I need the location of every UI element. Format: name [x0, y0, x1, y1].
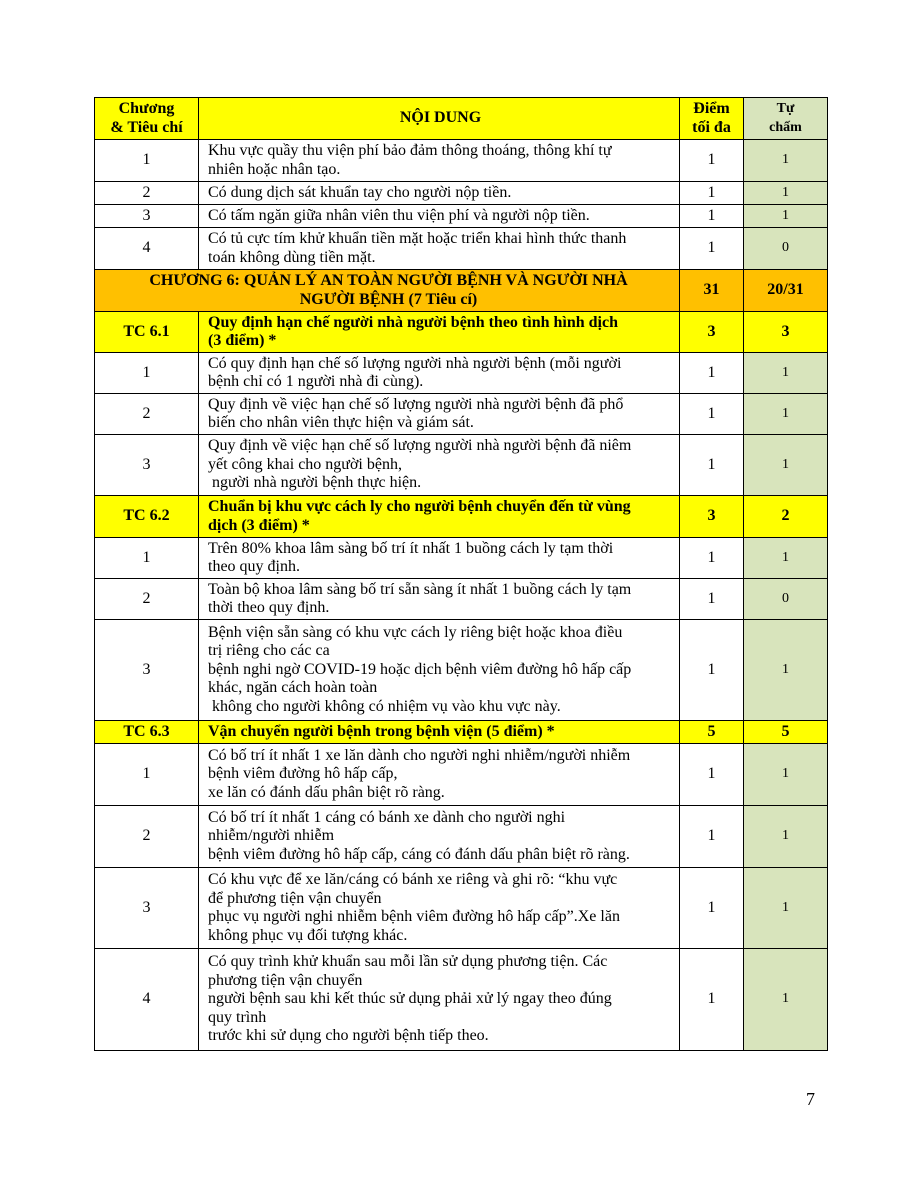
- criterion-code: TC 6.3: [95, 721, 199, 744]
- item-content: Có tấm ngăn giữa nhân viên thu viện phí và người nộp tiền.: [199, 205, 680, 228]
- item-number: 2: [95, 182, 199, 205]
- item-number: 2: [95, 806, 199, 868]
- self-score: 0: [744, 228, 828, 270]
- item-content: Có bố trí ít nhất 1 cáng có bánh xe dành cho người nghi nhiễm/người nhiễm bệnh viêm đường hô hấp cấp, cáng có đánh dấu phân biệt rõ ràng.: [199, 806, 680, 868]
- item-content: Khu vực quầy thu viện phí bảo đảm thông thoáng, thông khí tự nhiên hoặc nhân tạo.: [199, 140, 680, 182]
- self-score: 1: [744, 538, 828, 579]
- header-max-score: Điểm tối đa: [680, 98, 744, 140]
- item-number: 1: [95, 353, 199, 394]
- max-score: 31: [680, 270, 744, 312]
- max-score: 1: [680, 353, 744, 394]
- page-number: 7: [806, 1089, 815, 1109]
- table-header-row: [95, 98, 828, 140]
- self-score: 1: [744, 182, 828, 205]
- self-score: 1: [744, 620, 828, 721]
- self-score: 3: [744, 312, 828, 353]
- criterion-row: [95, 496, 828, 538]
- item-content: Trên 80% khoa lâm sàng bố trí ít nhất 1 buồng cách ly tạm thời theo quy định.: [199, 538, 680, 579]
- item-row: [95, 182, 828, 205]
- self-score: 0: [744, 579, 828, 620]
- criterion-title: Vận chuyển người bệnh trong bệnh viện (5 điểm) *: [199, 721, 680, 744]
- item-content: Toàn bộ khoa lâm sàng bố trí sẵn sàng ít nhất 1 buồng cách ly tạm thời theo quy định.: [199, 579, 680, 620]
- self-score: 20/31: [744, 270, 828, 312]
- item-row: [95, 868, 828, 949]
- item-row: [95, 353, 828, 394]
- item-number: 1: [95, 538, 199, 579]
- max-score: 1: [680, 579, 744, 620]
- self-score: 1: [744, 435, 828, 496]
- self-score: 1: [744, 353, 828, 394]
- criterion-title: Quy định hạn chế người nhà người bệnh theo tình hình dịch (3 điểm) *: [199, 312, 680, 353]
- item-row: [95, 435, 828, 496]
- item-content: Quy định về việc hạn chế số lượng người nhà người bệnh đã niêm yết công khai cho người bệnh, người nhà người bệnh thực hiện.: [199, 435, 680, 496]
- item-row: [95, 949, 828, 1051]
- item-content: Quy định về việc hạn chế số lượng người nhà người bệnh đã phổ biến cho nhân viên thực hiện và giám sát.: [199, 394, 680, 435]
- max-score: 1: [680, 806, 744, 868]
- item-content: Bệnh viện sẵn sàng có khu vực cách ly riêng biệt hoặc khoa điều trị riêng cho các ca bệnh nghi ngờ COVID-19 hoặc dịch bệnh viêm đường hô hấp cấp khác, ngăn cách hoàn toàn không cho người không có nhiệm vụ vào khu vực này.: [199, 620, 680, 721]
- item-content: Có bố trí ít nhất 1 xe lăn dành cho người nghi nhiễm/người nhiễm bệnh viêm đường hô hấp cấp, xe lăn có đánh dấu phân biệt rõ ràng.: [199, 744, 680, 806]
- item-number: 4: [95, 228, 199, 270]
- item-number: 2: [95, 394, 199, 435]
- item-content: Có khu vực để xe lăn/cáng có bánh xe riêng và ghi rõ: “khu vực để phương tiện vận chuyển phục vụ người nghi nhiễm bệnh viêm đường hô hấp cấp”.Xe lăn không phục vụ đối tượng khác.: [199, 868, 680, 949]
- item-number: 3: [95, 205, 199, 228]
- max-score: 1: [680, 140, 744, 182]
- item-number: 3: [95, 868, 199, 949]
- max-score: 1: [680, 538, 744, 579]
- criterion-code: TC 6.1: [95, 312, 199, 353]
- self-score: 2: [744, 496, 828, 538]
- max-score: 3: [680, 496, 744, 538]
- item-row: [95, 394, 828, 435]
- max-score: 3: [680, 312, 744, 353]
- item-number: 1: [95, 140, 199, 182]
- max-score: 1: [680, 868, 744, 949]
- self-score: 1: [744, 949, 828, 1051]
- self-score: 1: [744, 394, 828, 435]
- criterion-code: TC 6.2: [95, 496, 199, 538]
- self-score: 1: [744, 205, 828, 228]
- item-number: 3: [95, 435, 199, 496]
- item-row: [95, 538, 828, 579]
- evaluation-table: [94, 97, 828, 1051]
- header-content: NỘI DUNG: [199, 98, 680, 140]
- item-content: Có tủ cực tím khử khuẩn tiền mặt hoặc triển khai hình thức thanh toán không dùng tiền mặt.: [199, 228, 680, 270]
- max-score: 1: [680, 394, 744, 435]
- max-score: 1: [680, 182, 744, 205]
- item-row: [95, 205, 828, 228]
- item-number: 2: [95, 579, 199, 620]
- item-row: [95, 620, 828, 721]
- header-chapter-criterion: Chương & Tiêu chí: [95, 98, 199, 140]
- item-content: Có quy trình khử khuẩn sau mỗi lần sử dụng phương tiện. Các phương tiện vận chuyển người bệnh sau khi kết thúc sử dụng phải xử lý ngay theo đúng quy trình trước khi sử dụng cho người bệnh tiếp theo.: [199, 949, 680, 1051]
- max-score: 1: [680, 228, 744, 270]
- item-content: Có dung dịch sát khuẩn tay cho người nộp tiền.: [199, 182, 680, 205]
- item-row: [95, 140, 828, 182]
- max-score: 1: [680, 205, 744, 228]
- item-content: Có quy định hạn chế số lượng người nhà người bệnh (mỗi người bệnh chỉ có 1 người nhà đi cùng).: [199, 353, 680, 394]
- max-score: 1: [680, 435, 744, 496]
- max-score: 1: [680, 744, 744, 806]
- item-number: 3: [95, 620, 199, 721]
- item-row: [95, 744, 828, 806]
- item-number: 1: [95, 744, 199, 806]
- chapter-title: CHƯƠNG 6: QUẢN LÝ AN TOÀN NGƯỜI BỆNH VÀ NGƯỜI NHÀ NGƯỜI BỆNH (7 Tiêu cí): [95, 270, 680, 312]
- criterion-row: [95, 721, 828, 744]
- header-self-score: Tự chấm: [744, 98, 828, 140]
- self-score: 1: [744, 744, 828, 806]
- max-score: 5: [680, 721, 744, 744]
- self-score: 1: [744, 868, 828, 949]
- item-row: [95, 806, 828, 868]
- chapter-row: [95, 270, 828, 312]
- item-number: 4: [95, 949, 199, 1051]
- criterion-row: [95, 312, 828, 353]
- criterion-title: Chuẩn bị khu vực cách ly cho người bệnh chuyển đến từ vùng dịch (3 điểm) *: [199, 496, 680, 538]
- self-score: 5: [744, 721, 828, 744]
- max-score: 1: [680, 620, 744, 721]
- max-score: 1: [680, 949, 744, 1051]
- item-row: [95, 579, 828, 620]
- self-score: 1: [744, 806, 828, 868]
- item-row: [95, 228, 828, 270]
- self-score: 1: [744, 140, 828, 182]
